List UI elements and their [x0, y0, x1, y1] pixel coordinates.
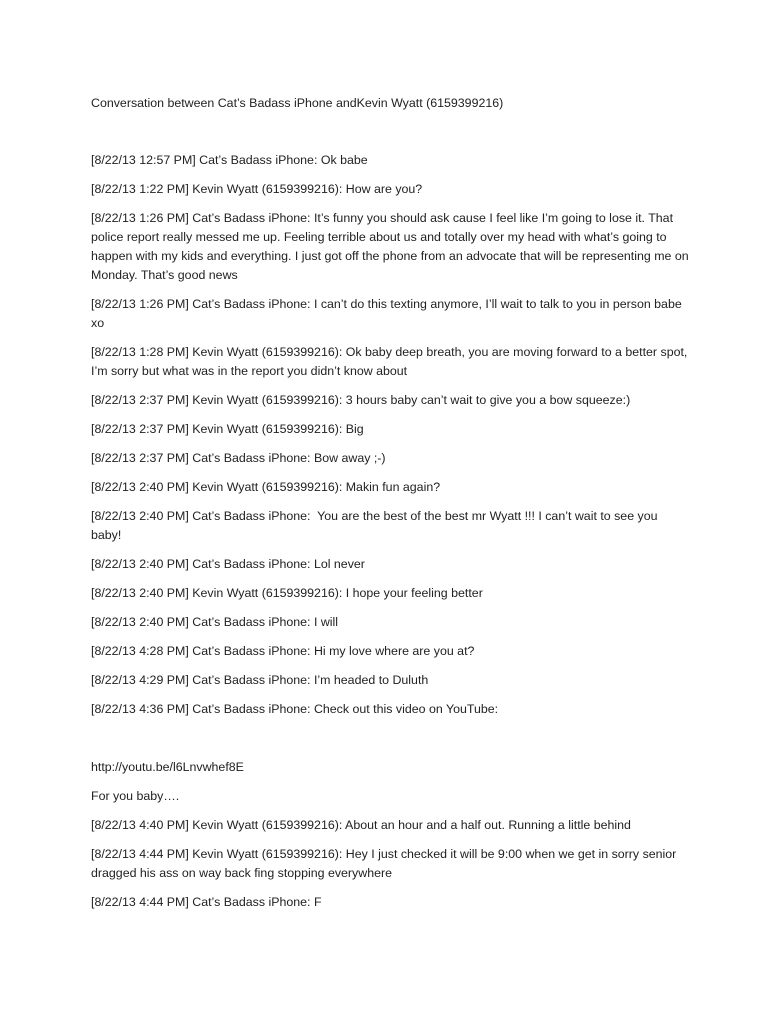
message-11: [8/22/13 2:40 PM] Cat’s Badass iPhone: Lol never: [91, 557, 365, 571]
message-14: [8/22/13 4:28 PM] Cat’s Badass iPhone: Hi my love where are you at?: [91, 644, 475, 658]
title-spacer: [91, 113, 691, 151]
message-15: [8/22/13 4:29 PM] Cat’s Badass iPhone: I’m headed to Duluth: [91, 673, 429, 687]
message-12: [8/22/13 2:40 PM] Kevin Wyatt (6159399216): I hope your feeling better: [91, 586, 483, 600]
message-7: [8/22/13 2:37 PM] Kevin Wyatt (6159399216): Big: [91, 422, 364, 436]
message-10: [8/22/13 2:40 PM] Cat’s Badass iPhone: You are the best of the best mr Wyatt !!! I can’t wait to see you baby!: [91, 509, 661, 542]
message-13: [8/22/13 2:40 PM] Cat’s Badass iPhone: I will: [91, 615, 339, 629]
message-2: [8/22/13 1:22 PM] Kevin Wyatt (6159399216): How are you?: [91, 182, 423, 196]
message-5: [8/22/13 1:28 PM] Kevin Wyatt (6159399216): Ok baby deep breath, you are moving forward to a better spot, I’m sorry but what was in the report you didn’t know about: [91, 345, 691, 378]
message-17: [8/22/13 4:40 PM] Kevin Wyatt (6159399216): About an hour and a half out. Running a little behind: [91, 818, 631, 832]
blank-line: [91, 729, 691, 758]
message-4: [8/22/13 1:26 PM] Cat’s Badass iPhone: I can’t do this texting anymore, I’ll wait to talk to you in person babe xo: [91, 297, 686, 330]
message-9: [8/22/13 2:40 PM] Kevin Wyatt (6159399216): Makin fun again?: [91, 480, 441, 494]
message-18: [8/22/13 4:44 PM] Kevin Wyatt (6159399216): Hey I just checked it will be 9:00 when we get in sorry senior dragged his ass on way back fing stopping everywhere: [91, 847, 680, 880]
message-8: [8/22/13 2:37 PM] Cat’s Badass iPhone: Bow away ;-): [91, 451, 386, 465]
note-text: For you baby….: [91, 789, 180, 803]
message-19: [8/22/13 4:44 PM] Cat’s Badass iPhone: F: [91, 895, 322, 909]
youtube-link: http://youtu.be/l6Lnvwhef8E: [91, 760, 244, 774]
document-page: [91, 94, 691, 922]
conversation-title: Conversation between Cat’s Badass iPhone andKevin Wyatt (6159399216): [91, 96, 504, 110]
message-1: [8/22/13 12:57 PM] Cat’s Badass iPhone: Ok babe: [91, 153, 368, 167]
message-3: [8/22/13 1:26 PM] Cat’s Badass iPhone: It’s funny you should ask cause I feel like I’m going to lose it. That police report really messed me up. Feeling terrible about us and totally over my head with what’s going to happen with my kids and everything. I just got off the phone from an advocate that will be representing me on Monday. That’s good news: [91, 211, 693, 282]
message-16: [8/22/13 4:36 PM] Cat’s Badass iPhone: Check out this video on YouTube:: [91, 702, 499, 716]
message-6: [8/22/13 2:37 PM] Kevin Wyatt (6159399216): 3 hours baby can’t wait to give you a bow squeeze:): [91, 393, 631, 407]
